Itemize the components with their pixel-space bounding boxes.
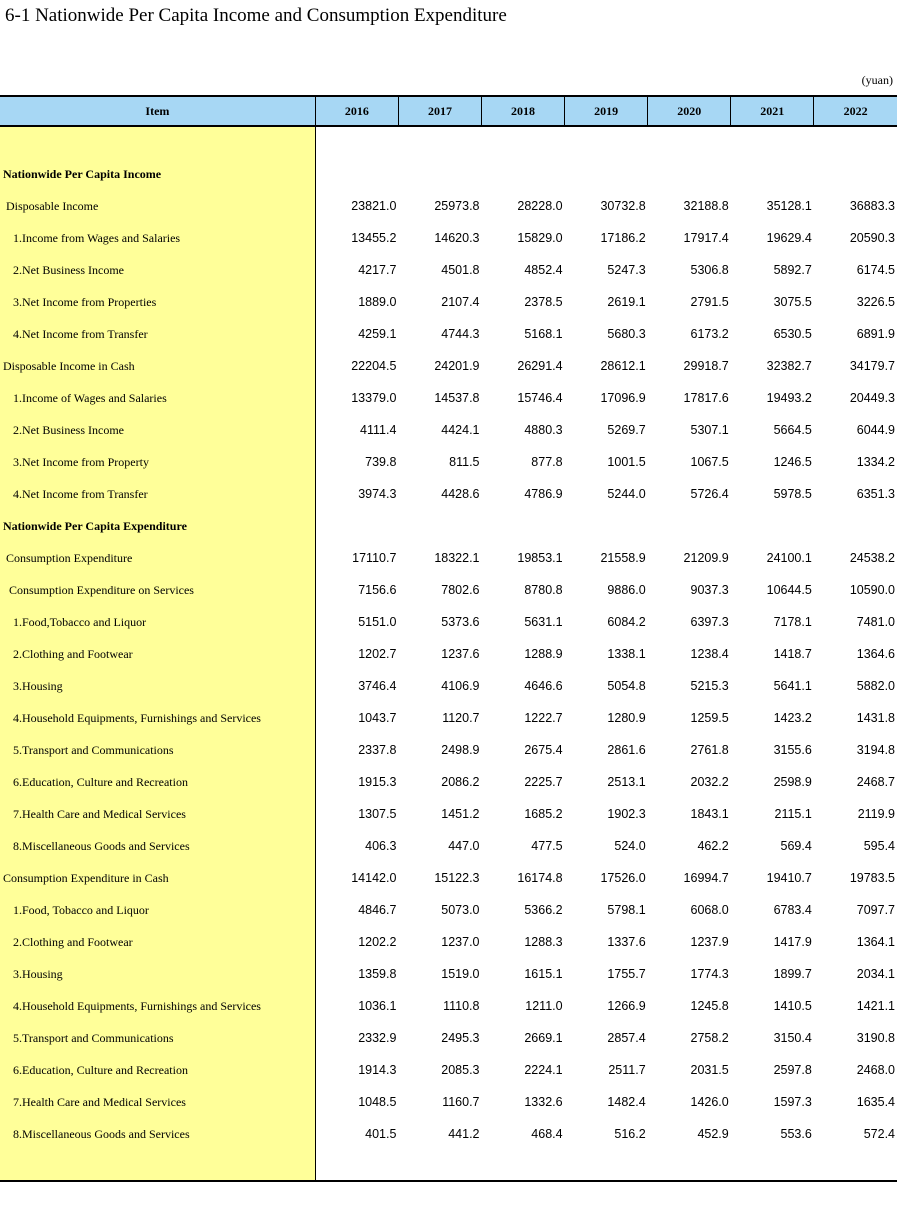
value-cell: 22204.5 — [351, 359, 397, 373]
value-cell: 24100.1 — [766, 551, 812, 565]
value-cell: 5151.0 — [358, 615, 397, 629]
value-cell: 4646.6 — [524, 679, 563, 693]
value-cell: 15122.3 — [434, 871, 480, 885]
value-cell: 4880.3 — [524, 423, 563, 437]
value-cell: 8780.8 — [524, 583, 563, 597]
value-cell: 17817.6 — [683, 391, 729, 405]
table-row — [0, 606, 897, 638]
value-cell: 4217.7 — [358, 263, 397, 277]
value-cell: 477.5 — [531, 839, 563, 853]
table-row — [0, 958, 897, 990]
value-cell: 1902.3 — [607, 807, 646, 821]
value-cell: 5798.1 — [607, 903, 646, 917]
value-cell: 7481.0 — [856, 615, 895, 629]
table-row — [0, 1054, 897, 1086]
value-cell: 2332.9 — [358, 1031, 397, 1045]
table-row — [0, 702, 897, 734]
value-cell: 1202.2 — [358, 935, 397, 949]
value-cell: 1120.7 — [442, 711, 480, 725]
row-label: 2.Net Business Income — [0, 254, 315, 286]
value-cell: 5215.3 — [690, 679, 729, 693]
value-cell: 4424.1 — [441, 423, 480, 437]
row-label: Consumption Expenditure on Services — [0, 574, 315, 606]
table-row — [0, 542, 897, 574]
value-cell: 1246.5 — [773, 455, 812, 469]
value-cell: 1288.9 — [524, 647, 563, 661]
value-cell: 2468.7 — [856, 775, 895, 789]
value-cell: 2031.5 — [690, 1063, 729, 1077]
value-cell: 5307.1 — [690, 423, 729, 437]
header-year: 2021 — [731, 96, 814, 126]
value-cell: 2511.7 — [608, 1063, 646, 1077]
value-cell: 1410.5 — [773, 999, 812, 1013]
row-label: 4.Household Equipments, Furnishings and Services — [0, 990, 315, 1022]
value-cell: 20590.3 — [849, 231, 895, 245]
value-cell: 1259.5 — [690, 711, 729, 725]
value-cell: 3075.5 — [773, 295, 812, 309]
value-cell: 14620.3 — [434, 231, 480, 245]
value-cell: 1889.0 — [358, 295, 397, 309]
value-cell — [648, 158, 731, 190]
table-row — [0, 318, 897, 350]
value-cell: 1266.9 — [607, 999, 646, 1013]
section-row — [0, 158, 897, 190]
value-cell: 1914.3 — [358, 1063, 397, 1077]
value-cell: 6351.3 — [856, 487, 895, 501]
value-cell: 572.4 — [863, 1127, 895, 1141]
value-cell: 14142.0 — [351, 871, 397, 885]
value-cell: 14537.8 — [434, 391, 480, 405]
value-cell: 468.4 — [531, 1127, 563, 1141]
value-cell: 1482.4 — [607, 1095, 646, 1109]
value-cell — [482, 510, 565, 542]
value-cell: 24201.9 — [434, 359, 480, 373]
value-cell: 1036.1 — [358, 999, 397, 1013]
value-cell: 1067.5 — [690, 455, 729, 469]
value-cell: 2107.4 — [441, 295, 480, 309]
value-cell: 36883.3 — [849, 199, 895, 213]
row-label: 5.Transport and Communications — [0, 1022, 315, 1054]
row-label: 4.Net Income from Transfer — [0, 478, 315, 510]
value-cell — [565, 158, 648, 190]
value-cell: 569.4 — [780, 839, 812, 853]
value-cell: 17096.9 — [600, 391, 646, 405]
value-cell: 4111.4 — [360, 423, 397, 437]
value-cell: 811.5 — [449, 455, 480, 469]
spacer-row — [0, 126, 897, 158]
value-cell: 1364.6 — [856, 647, 895, 661]
value-cell: 2857.4 — [607, 1031, 646, 1045]
value-cell: 1843.1 — [690, 807, 729, 821]
table-body — [0, 126, 897, 1181]
table-row — [0, 638, 897, 670]
value-cell: 877.8 — [531, 455, 563, 469]
value-cell: 24538.2 — [849, 551, 895, 565]
value-cell: 6044.9 — [856, 423, 895, 437]
value-cell: 10590.0 — [849, 583, 895, 597]
unit-label: (yuan) — [861, 73, 893, 87]
value-cell — [648, 510, 731, 542]
table-row — [0, 286, 897, 318]
value-cell: 5306.8 — [690, 263, 729, 277]
value-cell: 406.3 — [365, 839, 397, 853]
value-cell: 6397.3 — [690, 615, 729, 629]
value-cell: 6891.9 — [856, 327, 895, 341]
value-cell: 32382.7 — [766, 359, 812, 373]
header-year: 2022 — [814, 96, 897, 126]
table-row — [0, 350, 897, 382]
table-row — [0, 382, 897, 414]
value-cell: 19629.4 — [766, 231, 812, 245]
value-cell: 6783.4 — [773, 903, 812, 917]
value-cell: 1043.7 — [358, 711, 397, 725]
value-cell: 6068.0 — [690, 903, 729, 917]
spacer-row — [0, 1150, 897, 1181]
row-label: 2.Clothing and Footwear — [0, 638, 315, 670]
value-cell: 2791.5 — [690, 295, 729, 309]
value-cell: 5366.2 — [524, 903, 563, 917]
value-cell: 6174.5 — [856, 263, 895, 277]
value-cell: 553.6 — [780, 1127, 812, 1141]
value-cell: 21209.9 — [683, 551, 729, 565]
value-cell: 34179.7 — [849, 359, 895, 373]
row-label: 3.Net Income from Property — [0, 446, 315, 478]
row-label: 7.Health Care and Medical Services — [0, 798, 315, 830]
table-row — [0, 862, 897, 894]
value-cell: 1774.3 — [690, 967, 729, 981]
value-cell: 4744.3 — [441, 327, 480, 341]
value-cell — [731, 158, 814, 190]
header-item: Item — [0, 96, 315, 126]
value-cell — [315, 510, 398, 542]
value-cell: 1451.2 — [441, 807, 480, 821]
value-cell: 1202.7 — [358, 647, 397, 661]
value-cell: 1110.8 — [443, 999, 480, 1013]
value-cell: 4846.7 — [358, 903, 397, 917]
value-cell: 5168.1 — [524, 327, 563, 341]
table-row — [0, 414, 897, 446]
spacer-cell — [0, 126, 315, 158]
row-label: 4.Net Income from Transfer — [0, 318, 315, 350]
header-row — [0, 96, 897, 126]
value-cell: 19410.7 — [766, 871, 812, 885]
value-cell: 1222.7 — [524, 711, 563, 725]
value-cell — [814, 158, 897, 190]
header-year: 2016 — [315, 96, 398, 126]
value-cell — [398, 510, 481, 542]
row-label: Consumption Expenditure — [0, 542, 315, 574]
value-cell: 441.2 — [448, 1127, 480, 1141]
spacer-cell — [315, 126, 897, 158]
value-cell: 19783.5 — [849, 871, 895, 885]
spacer-cell — [315, 1150, 897, 1181]
value-cell: 19853.1 — [517, 551, 563, 565]
value-cell: 1334.2 — [856, 455, 895, 469]
value-cell — [398, 158, 481, 190]
value-cell: 1160.7 — [442, 1095, 480, 1109]
value-cell: 1288.3 — [524, 935, 563, 949]
value-cell: 19493.2 — [766, 391, 812, 405]
row-label: Nationwide Per Capita Income — [0, 158, 315, 190]
value-cell: 3226.5 — [856, 295, 895, 309]
value-cell — [315, 158, 398, 190]
table-row — [0, 1086, 897, 1118]
income-expenditure-table — [0, 95, 897, 1182]
value-cell: 5054.8 — [607, 679, 646, 693]
value-cell: 18322.1 — [434, 551, 480, 565]
value-cell: 28612.1 — [600, 359, 646, 373]
value-cell: 1423.2 — [773, 711, 812, 725]
table-row — [0, 990, 897, 1022]
table-row — [0, 894, 897, 926]
value-cell: 23821.0 — [351, 199, 397, 213]
table-row — [0, 1118, 897, 1150]
header-year: 2017 — [398, 96, 481, 126]
value-cell: 2085.3 — [441, 1063, 480, 1077]
value-cell: 516.2 — [614, 1127, 646, 1141]
value-cell: 4786.9 — [524, 487, 563, 501]
value-cell: 5892.7 — [773, 263, 812, 277]
row-label: 6.Education, Culture and Recreation — [0, 766, 315, 798]
value-cell: 15829.0 — [517, 231, 563, 245]
value-cell: 524.0 — [614, 839, 646, 853]
row-label: Nationwide Per Capita Expenditure — [0, 510, 315, 542]
value-cell: 2513.1 — [607, 775, 646, 789]
value-cell: 2669.1 — [524, 1031, 563, 1045]
row-label: 7.Health Care and Medical Services — [0, 1086, 315, 1118]
row-label: 1.Food,Tobacco and Liquor — [0, 606, 315, 638]
value-cell: 13379.0 — [351, 391, 397, 405]
value-cell: 29918.7 — [683, 359, 729, 373]
value-cell: 1001.5 — [607, 455, 646, 469]
value-cell: 21558.9 — [600, 551, 646, 565]
row-label: 1.Income from Wages and Salaries — [0, 222, 315, 254]
value-cell: 1426.0 — [690, 1095, 729, 1109]
value-cell: 6173.2 — [690, 327, 729, 341]
value-cell: 2675.4 — [524, 743, 563, 757]
header-year: 2019 — [565, 96, 648, 126]
row-label: 3.Housing — [0, 958, 315, 990]
row-label: Disposable Income — [0, 190, 315, 222]
value-cell: 30732.8 — [600, 199, 646, 213]
value-cell: 5641.1 — [773, 679, 812, 693]
value-cell: 13455.2 — [351, 231, 397, 245]
value-cell: 3974.3 — [358, 487, 397, 501]
value-cell: 26291.4 — [517, 359, 563, 373]
value-cell: 17917.4 — [683, 231, 729, 245]
row-label: 2.Clothing and Footwear — [0, 926, 315, 958]
table-row — [0, 254, 897, 286]
value-cell: 5073.0 — [441, 903, 480, 917]
value-cell: 1337.6 — [607, 935, 646, 949]
value-cell: 2337.8 — [358, 743, 397, 757]
spacer-cell — [0, 1150, 315, 1181]
value-cell: 5373.6 — [441, 615, 480, 629]
value-cell: 6530.5 — [773, 327, 812, 341]
value-cell — [565, 510, 648, 542]
data-table-container — [0, 95, 897, 1182]
value-cell: 5664.5 — [773, 423, 812, 437]
value-cell: 447.0 — [448, 839, 480, 853]
value-cell: 5247.3 — [607, 263, 646, 277]
value-cell: 2468.0 — [856, 1063, 895, 1077]
value-cell: 1755.7 — [607, 967, 646, 981]
table-row — [0, 830, 897, 862]
value-cell: 3746.4 — [358, 679, 397, 693]
section-row — [0, 510, 897, 542]
value-cell — [731, 510, 814, 542]
value-cell: 17526.0 — [600, 871, 646, 885]
row-label: 2.Net Business Income — [0, 414, 315, 446]
table-row — [0, 478, 897, 510]
value-cell: 7097.7 — [856, 903, 895, 917]
value-cell: 2086.2 — [441, 775, 480, 789]
value-cell: 1635.4 — [856, 1095, 895, 1109]
value-cell: 2115.1 — [774, 807, 812, 821]
value-cell: 1280.9 — [607, 711, 646, 725]
row-label: 8.Miscellaneous Goods and Services — [0, 1118, 315, 1150]
value-cell: 32188.8 — [683, 199, 729, 213]
row-label: Disposable Income in Cash — [0, 350, 315, 382]
value-cell: 1237.9 — [690, 935, 729, 949]
value-cell: 2495.3 — [441, 1031, 480, 1045]
row-label: 8.Miscellaneous Goods and Services — [0, 830, 315, 862]
value-cell: 4501.8 — [441, 263, 480, 277]
value-cell: 2034.1 — [856, 967, 895, 981]
value-cell — [814, 510, 897, 542]
value-cell: 9886.0 — [607, 583, 646, 597]
value-cell: 739.8 — [365, 455, 397, 469]
value-cell: 2598.9 — [773, 775, 812, 789]
value-cell: 3155.6 — [773, 743, 812, 757]
value-cell: 1307.5 — [358, 807, 397, 821]
value-cell: 595.4 — [863, 839, 895, 853]
value-cell: 1332.6 — [524, 1095, 563, 1109]
value-cell: 1237.6 — [441, 647, 480, 661]
header-year: 2018 — [482, 96, 565, 126]
value-cell: 2032.2 — [690, 775, 729, 789]
table-row — [0, 574, 897, 606]
row-label: 3.Net Income from Properties — [0, 286, 315, 318]
value-cell: 1418.7 — [773, 647, 812, 661]
value-cell: 3194.8 — [856, 743, 895, 757]
value-cell: 1237.0 — [441, 935, 480, 949]
value-cell: 4852.4 — [524, 263, 563, 277]
value-cell: 15746.4 — [517, 391, 563, 405]
value-cell: 4106.9 — [441, 679, 480, 693]
value-cell: 5978.5 — [773, 487, 812, 501]
value-cell: 5244.0 — [607, 487, 646, 501]
value-cell: 3150.4 — [773, 1031, 812, 1045]
value-cell: 28228.0 — [517, 199, 563, 213]
value-cell: 17110.7 — [352, 551, 397, 565]
value-cell: 7178.1 — [773, 615, 812, 629]
value-cell: 1519.0 — [441, 967, 480, 981]
value-cell: 1359.8 — [358, 967, 397, 981]
value-cell: 5269.7 — [607, 423, 646, 437]
value-cell: 1238.4 — [690, 647, 729, 661]
value-cell: 1431.8 — [856, 711, 895, 725]
value-cell: 2761.8 — [690, 743, 729, 757]
table-row — [0, 446, 897, 478]
value-cell: 1211.0 — [525, 999, 563, 1013]
header-year: 2020 — [648, 96, 731, 126]
row-label: 1.Food, Tobacco and Liquor — [0, 894, 315, 926]
value-cell: 401.5 — [365, 1127, 397, 1141]
value-cell: 1364.1 — [856, 935, 895, 949]
value-cell: 462.2 — [697, 839, 729, 853]
value-cell: 5680.3 — [607, 327, 646, 341]
value-cell: 2225.7 — [524, 775, 563, 789]
row-label: 3.Housing — [0, 670, 315, 702]
value-cell: 2378.5 — [524, 295, 563, 309]
value-cell: 16174.8 — [517, 871, 563, 885]
table-row — [0, 798, 897, 830]
value-cell: 1899.7 — [773, 967, 812, 981]
value-cell: 1915.3 — [358, 775, 397, 789]
value-cell: 20449.3 — [849, 391, 895, 405]
value-cell: 3190.8 — [856, 1031, 895, 1045]
value-cell: 5631.1 — [524, 615, 563, 629]
value-cell: 4259.1 — [358, 327, 397, 341]
table-row — [0, 222, 897, 254]
value-cell: 2758.2 — [690, 1031, 729, 1045]
value-cell: 6084.2 — [607, 615, 646, 629]
value-cell: 16994.7 — [683, 871, 729, 885]
value-cell: 10644.5 — [766, 583, 812, 597]
value-cell: 1685.2 — [524, 807, 563, 821]
value-cell: 1048.5 — [358, 1095, 397, 1109]
value-cell: 1597.3 — [773, 1095, 812, 1109]
value-cell: 452.9 — [697, 1127, 729, 1141]
value-cell: 2224.1 — [524, 1063, 563, 1077]
value-cell — [482, 158, 565, 190]
value-cell: 2619.1 — [607, 295, 646, 309]
value-cell: 1417.9 — [773, 935, 812, 949]
value-cell: 35128.1 — [766, 199, 812, 213]
page-title: 6-1 Nationwide Per Capita Income and Consumption Expenditure — [5, 5, 507, 26]
table-row — [0, 190, 897, 222]
value-cell: 7802.6 — [441, 583, 480, 597]
table-row — [0, 766, 897, 798]
table-row — [0, 1022, 897, 1054]
row-label: 4.Household Equipments, Furnishings and Services — [0, 702, 315, 734]
row-label: 6.Education, Culture and Recreation — [0, 1054, 315, 1086]
table-row — [0, 670, 897, 702]
value-cell: 17186.2 — [600, 231, 646, 245]
row-label: 1.Income of Wages and Salaries — [0, 382, 315, 414]
value-cell: 4428.6 — [441, 487, 480, 501]
value-cell: 9037.3 — [690, 583, 729, 597]
value-cell: 1615.1 — [524, 967, 563, 981]
row-label: Consumption Expenditure in Cash — [0, 862, 315, 894]
value-cell: 5726.4 — [690, 487, 729, 501]
value-cell: 7156.6 — [358, 583, 397, 597]
value-cell: 2119.9 — [857, 807, 895, 821]
value-cell: 2498.9 — [441, 743, 480, 757]
value-cell: 1245.8 — [690, 999, 729, 1013]
table-row — [0, 926, 897, 958]
value-cell: 2861.6 — [607, 743, 646, 757]
value-cell: 25973.8 — [434, 199, 480, 213]
row-label: 5.Transport and Communications — [0, 734, 315, 766]
value-cell: 1421.1 — [856, 999, 895, 1013]
value-cell: 2597.8 — [773, 1063, 812, 1077]
table-row — [0, 734, 897, 766]
value-cell: 1338.1 — [607, 647, 646, 661]
value-cell: 5882.0 — [856, 679, 895, 693]
